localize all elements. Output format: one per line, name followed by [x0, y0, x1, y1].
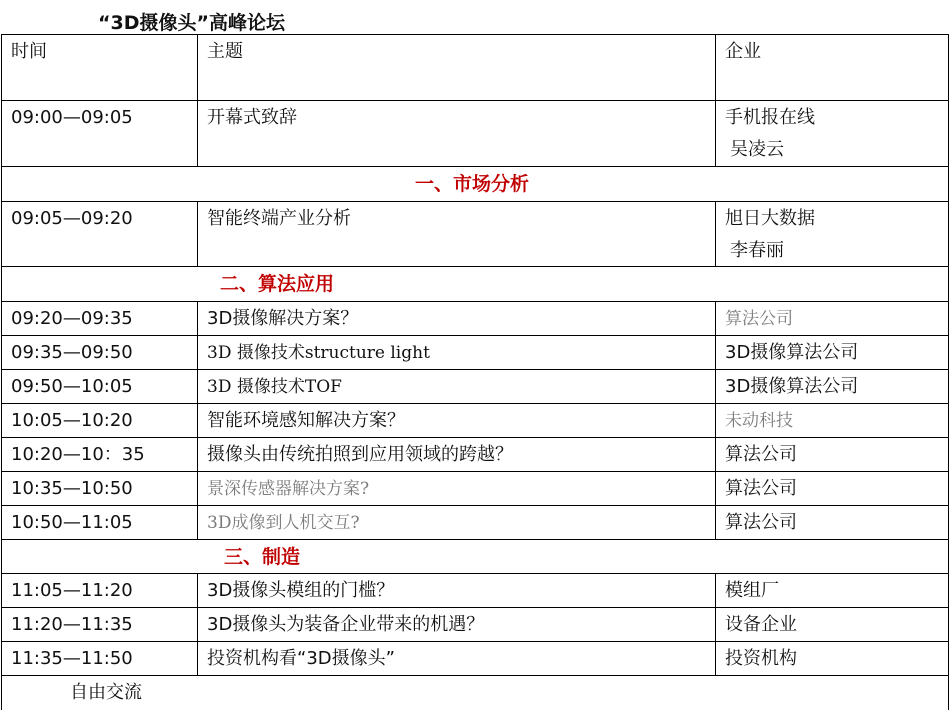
speaker-name: 李春丽 [730, 240, 784, 261]
time-cell: 09:35—09:50 [2, 336, 198, 370]
topic-cell: 3D摄像解决方案？ [198, 302, 716, 336]
section-row [2, 267, 949, 302]
topic-cell: 开幕式致辞 [198, 101, 716, 167]
table-row [2, 336, 949, 370]
time-cell: 09:20—09:35 [2, 302, 198, 336]
table-row [2, 202, 949, 267]
company-cell: 模组厂 [716, 574, 949, 608]
header-topic: 主题 [198, 35, 716, 101]
time-cell: 11:20—11:35 [2, 608, 198, 642]
time-cell: 10:05—10:20 [2, 404, 198, 438]
table-row [2, 438, 949, 472]
company-cell [716, 101, 949, 167]
topic-cell: 智能环境感知解决方案？ [198, 404, 716, 438]
table-row [2, 642, 949, 676]
section-manufacturing: 三、制造 [2, 540, 949, 574]
company-cell: 算法公司 [716, 302, 949, 336]
page-title: “3D摄像头”高峰论坛 [98, 12, 285, 34]
table-row [2, 506, 949, 540]
time-cell: 09:05—09:20 [2, 202, 198, 267]
time-cell: 09:00—09:05 [2, 101, 198, 167]
header-row [2, 35, 949, 101]
table-row [2, 608, 949, 642]
time-cell: 09:50—10:05 [2, 370, 198, 404]
company-name: 旭日大数据 [725, 208, 815, 229]
topic-cell: 3D 摄像技术TOF [198, 370, 716, 404]
topic-cell: 景深传感器解决方案? [198, 472, 716, 506]
time-cell: 10:35—10:50 [2, 472, 198, 506]
table-row [2, 370, 949, 404]
topic-cell: 3D 摄像技术structure light [198, 336, 716, 370]
agenda-table [1, 34, 949, 710]
company-cell: 3D摄像算法公司 [716, 370, 949, 404]
topic-cell: 投资机构看“3D摄像头” [198, 642, 716, 676]
time-cell: 10:20—10：35 [2, 438, 198, 472]
company-cell: 投资机构 [716, 642, 949, 676]
topic-cell: 3D摄像头模组的门槛？ [198, 574, 716, 608]
company-name: 手机报在线 [725, 107, 815, 128]
header-company: 企业 [716, 35, 949, 101]
time-cell: 11:35—11:50 [2, 642, 198, 676]
topic-cell: 智能终端产业分析 [198, 202, 716, 267]
time-cell: 11:05—11:20 [2, 574, 198, 608]
speaker-name: 吴凌云 [730, 139, 784, 160]
company-cell: 未动科技 [716, 404, 949, 438]
company-cell: 设备企业 [716, 608, 949, 642]
company-cell: 算法公司 [716, 472, 949, 506]
section-market: 一、市场分析 [2, 167, 949, 202]
company-cell: 3D摄像算法公司 [716, 336, 949, 370]
topic-cell: 3D摄像头为装备企业带来的机遇？ [198, 608, 716, 642]
topic-cell: 摄像头由传统拍照到应用领域的跨越？ [198, 438, 716, 472]
section-row [2, 540, 949, 574]
table-row [2, 472, 949, 506]
closing-cell: 自由交流 [2, 676, 949, 710]
table-row [2, 302, 949, 336]
time-cell: 10:50—11:05 [2, 506, 198, 540]
company-cell: 算法公司 [716, 438, 949, 472]
company-cell: 算法公司 [716, 506, 949, 540]
company-cell [716, 202, 949, 267]
section-algorithm: 二、算法应用 [2, 267, 949, 302]
table-row [2, 101, 949, 167]
topic-cell: 3D成像到人机交互? [198, 506, 716, 540]
header-time: 时间 [2, 35, 198, 101]
section-row [2, 167, 949, 202]
table-row [2, 404, 949, 438]
closing-row [2, 676, 949, 710]
table-row [2, 574, 949, 608]
